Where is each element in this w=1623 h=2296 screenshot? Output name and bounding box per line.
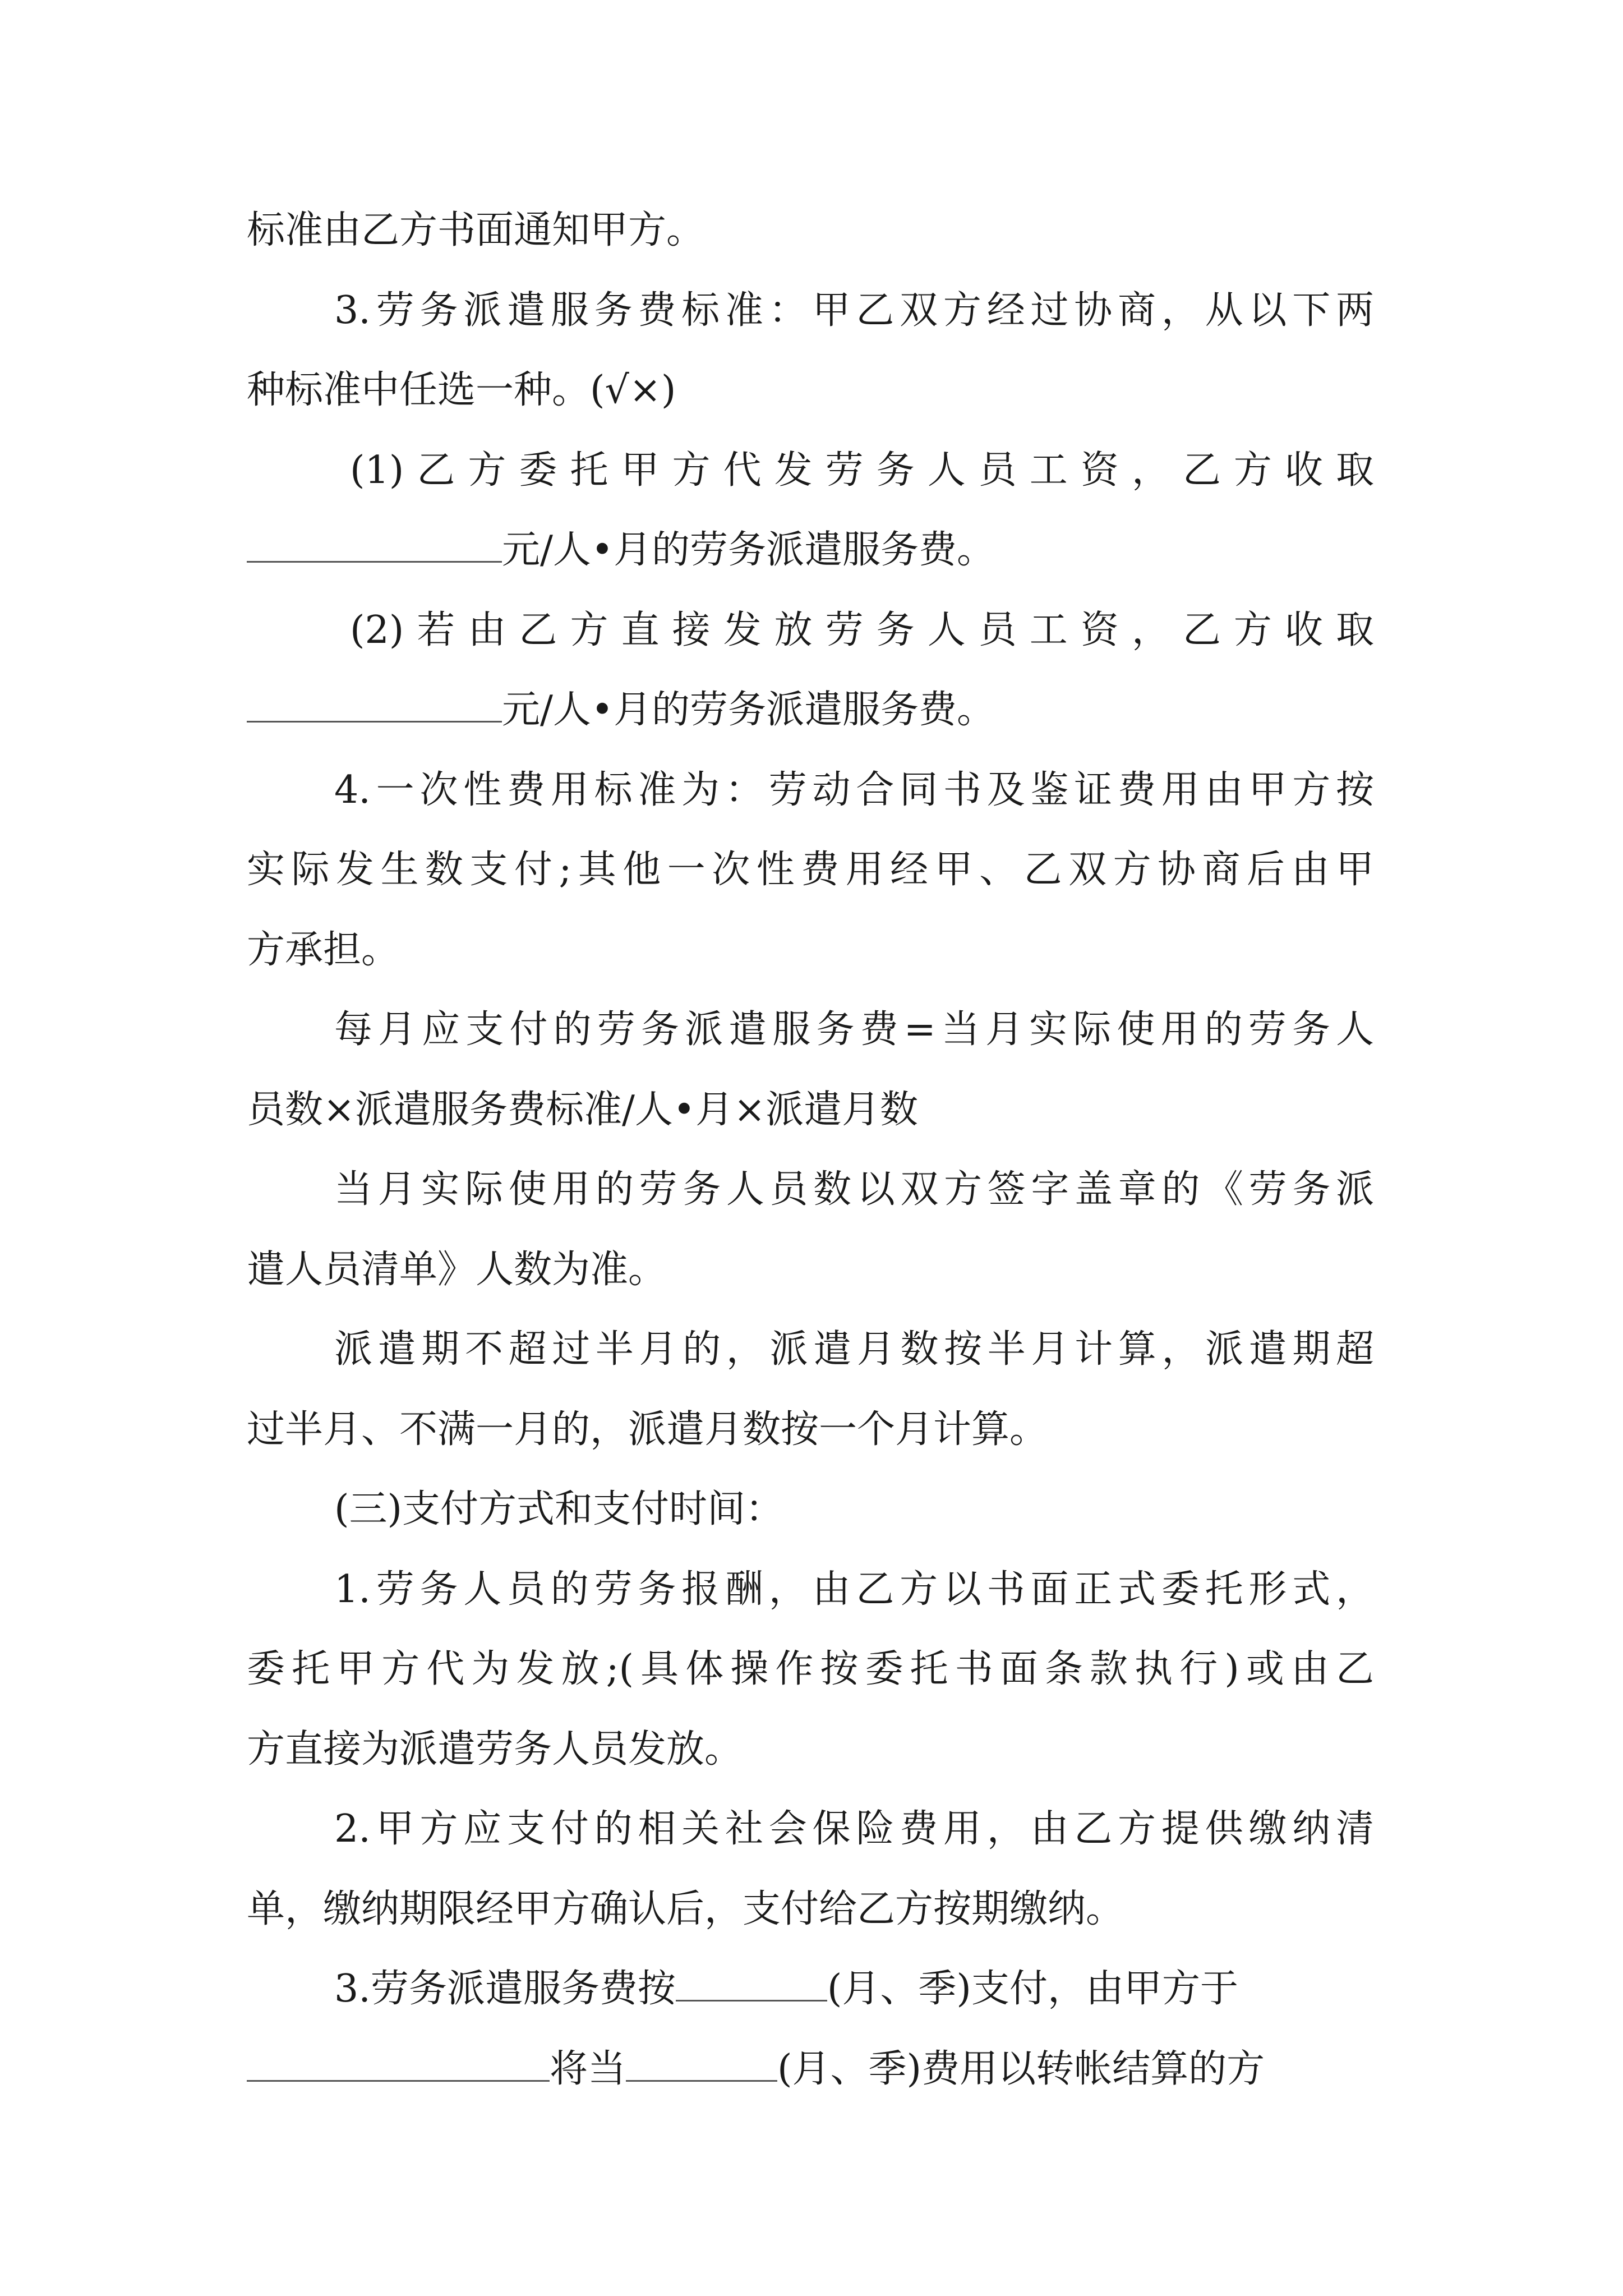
paragraph-line <box>247 751 1374 831</box>
paragraph-line <box>247 1230 1374 1310</box>
text-run: 方承担。 <box>247 927 400 972</box>
paragraph-line <box>247 910 1374 991</box>
fill-in-blank[interactable] <box>247 2041 550 2082</box>
paragraph-line <box>247 1710 1374 1790</box>
text-run: 遣人员清单》人数为准。 <box>247 1247 667 1292</box>
text-run: 派遣期不超过半月的，派遣月数按半月计算，派遣期超 <box>334 1327 1374 1372</box>
text-run: (三)支付方式和支付时间： <box>334 1487 784 1531</box>
paragraph-line <box>247 1630 1374 1710</box>
text-run: (月、季)费用以转帐结算的方 <box>777 2046 1265 2091</box>
text-run: 单，缴纳期限经甲方确认后，支付给乙方按期缴纳。 <box>247 1887 1124 1931</box>
text-run: 标准由乙方书面通知甲方。 <box>247 208 705 252</box>
document-body <box>247 191 1374 2109</box>
paragraph-line <box>247 510 1374 591</box>
paragraph-line <box>247 670 1374 751</box>
fill-in-blank[interactable] <box>247 522 502 563</box>
paragraph-line <box>247 830 1374 910</box>
paragraph-line <box>247 1789 1374 1870</box>
text-run: (1)乙方委托甲方代发劳务人员工资，乙方收取 <box>350 448 1374 493</box>
text-run: 实际发生数支付;其他一次性费用经甲、乙双方协商后由甲 <box>247 848 1374 892</box>
text-run: 种标准中任选一种。(√×) <box>247 368 676 412</box>
paragraph-line <box>247 2030 1374 2110</box>
text-run: 元/人•月的劳务派遣服务费。 <box>502 528 995 572</box>
text-run: 1.劳务人员的劳务报酬，由乙方以书面正式委托形式， <box>334 1567 1374 1612</box>
text-run: 员数×派遣服务费标准/人•月×派遣月数 <box>247 1087 918 1132</box>
text-run: 2.甲方应支付的相关社会保险费用，由乙方提供缴纳清 <box>334 1807 1374 1851</box>
paragraph-line <box>247 191 1374 271</box>
text-run: 过半月、不满一月的，派遣月数按一个月计算。 <box>247 1407 1048 1452</box>
paragraph-line <box>247 1390 1374 1470</box>
text-run: 将当 <box>550 2046 626 2091</box>
paragraph-line <box>247 1070 1374 1151</box>
section-heading <box>247 1470 1374 1550</box>
paragraph-line <box>247 351 1374 431</box>
paragraph-line <box>247 1550 1374 1630</box>
paragraph-line <box>247 990 1374 1070</box>
paragraph-line <box>247 1949 1374 2030</box>
paragraph-line <box>247 1150 1374 1230</box>
paragraph-line <box>247 1310 1374 1390</box>
paragraph-line <box>247 591 1374 671</box>
text-run: 每月应支付的劳务派遣服务费=当月实际使用的劳务人 <box>334 1007 1374 1052</box>
text-run: 元/人•月的劳务派遣服务费。 <box>502 688 995 732</box>
fill-in-blank[interactable] <box>676 1961 827 2001</box>
paragraph-line <box>247 271 1374 351</box>
text-run: 3.劳务派遣服务费标准：甲乙双方经过协商，从以下两 <box>334 288 1374 333</box>
text-run: 方直接为派遣劳务人员发放。 <box>247 1727 743 1772</box>
paragraph-line <box>247 431 1374 511</box>
text-run: 4.一次性费用标准为：劳动合同书及鉴证费用由甲方按 <box>334 767 1374 812</box>
fill-in-blank[interactable] <box>247 682 502 723</box>
fill-in-blank[interactable] <box>626 2041 777 2082</box>
text-run: (月、季)支付，由甲方于 <box>827 1967 1238 2011</box>
paragraph-line <box>247 1870 1374 1950</box>
text-run: (2)若由乙方直接发放劳务人员工资，乙方收取 <box>350 608 1374 652</box>
text-run: 委托甲方代为发放;(具体操作按委托书面条款执行)或由乙 <box>247 1647 1374 1691</box>
text-run: 3.劳务派遣服务费按 <box>334 1967 676 2011</box>
text-run: 当月实际使用的劳务人员数以双方签字盖章的《劳务派 <box>334 1167 1374 1212</box>
